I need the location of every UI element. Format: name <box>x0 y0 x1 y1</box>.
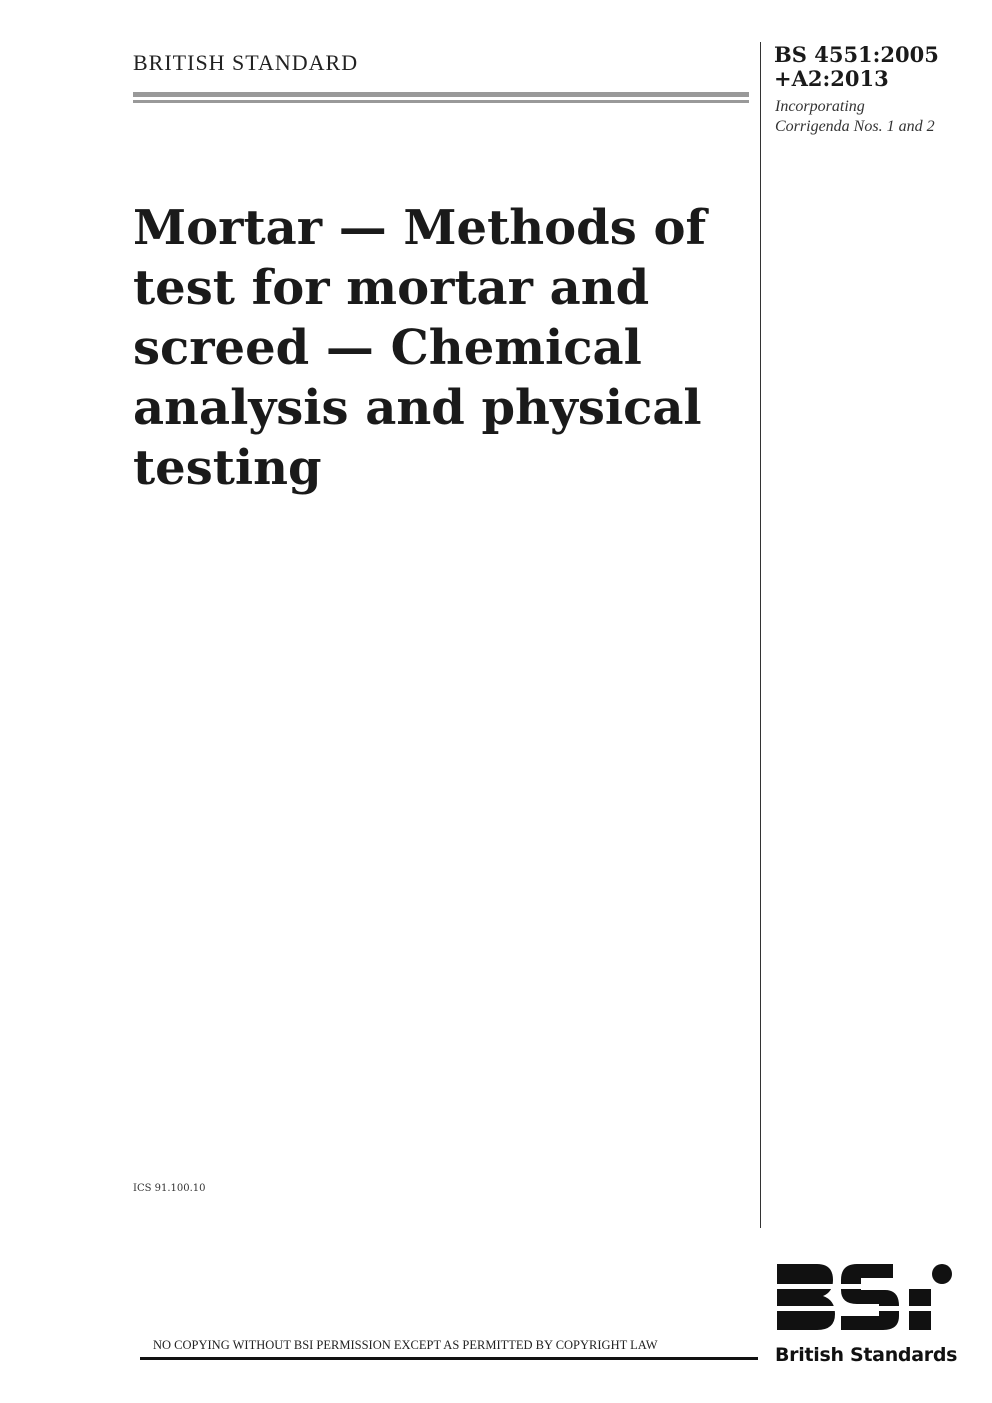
title-line: analysis and physical <box>133 380 702 436</box>
corrigenda-note <box>775 97 935 137</box>
title-line: testing <box>133 440 322 496</box>
ics-code: ICS 91.100.10 <box>133 1183 206 1194</box>
bsi-logo-caption: British Standards <box>775 1344 958 1366</box>
amendment-number: +A2:2013 <box>774 66 889 91</box>
title-line: screed — Chemical <box>133 320 642 376</box>
margin-divider <box>760 42 761 1228</box>
standard-number <box>774 43 939 91</box>
header-rule <box>133 92 749 97</box>
document-title <box>133 198 743 498</box>
title-line: Mortar — Methods of <box>133 200 707 256</box>
footer-rule <box>140 1357 758 1360</box>
corrigenda-note-line: Incorporating <box>775 98 865 115</box>
standard-number-line: BS 4551:2005 <box>774 42 939 67</box>
corrigenda-note-line: Corrigenda Nos. 1 and 2 <box>775 118 935 135</box>
copyright-notice: NO COPYING WITHOUT BSI PERMISSION EXCEPT AS PERMITTED BY COPYRIGHT LAW <box>153 1338 658 1352</box>
header-rule-secondary <box>133 100 749 103</box>
title-line: test for mortar and <box>133 260 650 316</box>
standard-label: BRITISH STANDARD <box>133 50 359 75</box>
